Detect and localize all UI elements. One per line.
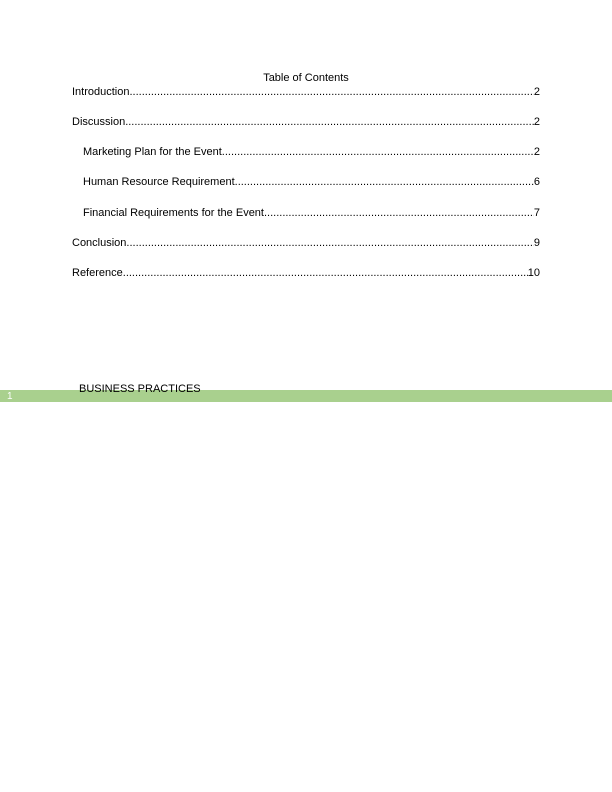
toc-entry-label: Marketing Plan for the Event [83, 146, 222, 158]
toc-entry-label: Financial Requirements for the Event [83, 207, 264, 219]
toc-entry-discussion[interactable] [72, 116, 540, 129]
toc-dot-leader [129, 86, 533, 99]
page-number: 1 [7, 391, 13, 402]
toc-dot-leader [264, 207, 534, 220]
toc-entry-human-resource[interactable] [83, 176, 540, 189]
toc-entry-page: 2 [533, 116, 540, 128]
toc-entry-conclusion[interactable] [72, 237, 540, 250]
toc-entry-introduction[interactable] [72, 86, 540, 99]
toc-dot-leader [123, 267, 528, 280]
toc-entry-page: 7 [533, 207, 540, 219]
toc-entry-page: 2 [533, 86, 540, 98]
toc-dot-leader [126, 237, 533, 250]
toc-entry-label: Discussion [72, 116, 126, 128]
toc-entry-marketing-plan[interactable] [83, 146, 540, 159]
toc-title: Table of Contents [263, 72, 349, 84]
toc-entry-label: Human Resource Requirement [83, 176, 235, 188]
toc-entry-label: Introduction [72, 86, 130, 98]
toc-entry-page: 6 [533, 176, 540, 188]
toc-entry-page: 10 [527, 267, 540, 279]
running-head: BUSINESS PRACTICES [79, 383, 201, 395]
toc-entry-financial-requirements[interactable] [83, 207, 540, 220]
toc-dot-leader [222, 146, 534, 159]
toc-entry-label: Conclusion [72, 237, 127, 249]
toc-entry-page: 9 [533, 237, 540, 249]
toc-dot-leader [125, 116, 534, 129]
toc-entry-label: Reference [72, 267, 123, 279]
toc-entry-reference[interactable] [72, 267, 540, 280]
toc-entry-page: 2 [533, 146, 540, 158]
toc-dot-leader [235, 176, 534, 189]
